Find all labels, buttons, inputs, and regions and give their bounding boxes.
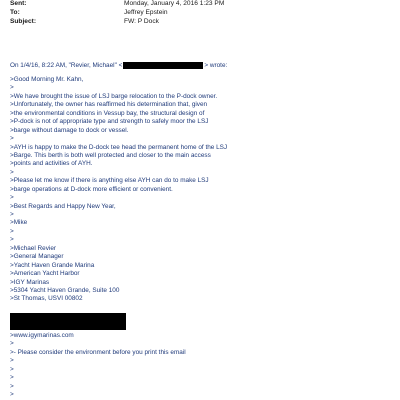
email-line: >Barge. This berth is both well protected and closer to the main access [10, 151, 211, 159]
to-label: To: [10, 9, 20, 16]
redacted-block [10, 313, 126, 330]
email-line: >the environmental conditions in Vessup bay, the structural design of [10, 109, 205, 117]
quote-intro-before: On 1/4/16, 8:22 AM, "Revier, Michael" < [10, 62, 123, 70]
quote-intro [10, 62, 227, 70]
email-line: > [10, 340, 14, 348]
email-line: >barge operations at D-dock more efficient or convenient. [10, 185, 173, 193]
redacted-email [123, 62, 203, 69]
email-line: >Unfortunately, the owner has reaffirmed his determination that, given [10, 101, 208, 109]
email-line: >We have brought the issue of LSJ barge relocation to the P-dock owner. [10, 92, 218, 100]
email-line: >P-dock is not of appropriate type and strength to safely moor the LSJ [10, 118, 209, 126]
sent-value: Monday, January 4, 2016 1:23 PM [124, 0, 225, 7]
email-line: >General Manager [10, 253, 64, 261]
to-row [10, 9, 168, 17]
email-body [10, 76, 395, 304]
email-line: >points and activities of AYH. [10, 160, 93, 168]
email-line: > [10, 382, 14, 390]
subject-label: Subject: [10, 18, 37, 25]
email-line: >5304 Yacht Haven Grande, Suite 100 [10, 286, 120, 294]
email-line: > [10, 194, 14, 202]
email-line: >American Yacht Harbor [10, 270, 80, 278]
email-line: > [10, 357, 14, 365]
subject-value: FW: P Dock [124, 18, 159, 25]
email-line: >Please let me know if there is anything else AYH can do to make LSJ [10, 177, 209, 185]
email-line: > [10, 365, 14, 373]
email-line: >Yacht Haven Grande Marina [10, 261, 95, 269]
email-tail [10, 332, 395, 400]
email-line: > [10, 391, 14, 399]
sent-label: Sent: [10, 0, 27, 7]
email-line: > [10, 135, 14, 143]
email-line: > [10, 211, 14, 218]
email-line: > [10, 168, 14, 176]
email-line: > [10, 84, 14, 92]
email-line: >Michael Revier [10, 244, 56, 252]
email-line: >St Thomas, USVI 00802 [10, 295, 83, 303]
email-line: > [10, 227, 14, 235]
subject-row [10, 18, 159, 26]
sent-row [10, 0, 224, 8]
email-line: > [10, 374, 14, 382]
email-line: > [10, 236, 14, 244]
quote-intro-after: > wrote: [204, 62, 228, 70]
to-value: Jeffrey Epstein [124, 9, 168, 16]
email-line: >IGY Marinas [10, 278, 50, 286]
email-line: >Best Regards and Happy New Year, [10, 202, 116, 210]
email-line: >Mike [10, 219, 28, 227]
email-line: >www.igymarinas.com [10, 332, 74, 339]
email-line: >Good Morning Mr. Kahn, [10, 76, 84, 83]
email-line: >- Please consider the environment before you print this email [10, 348, 186, 356]
email-line: >barge without damage to dock or vessel. [10, 126, 129, 134]
email-line: >AYH is happy to make the D-dock tee head the permanent home of the LSJ [10, 143, 228, 151]
